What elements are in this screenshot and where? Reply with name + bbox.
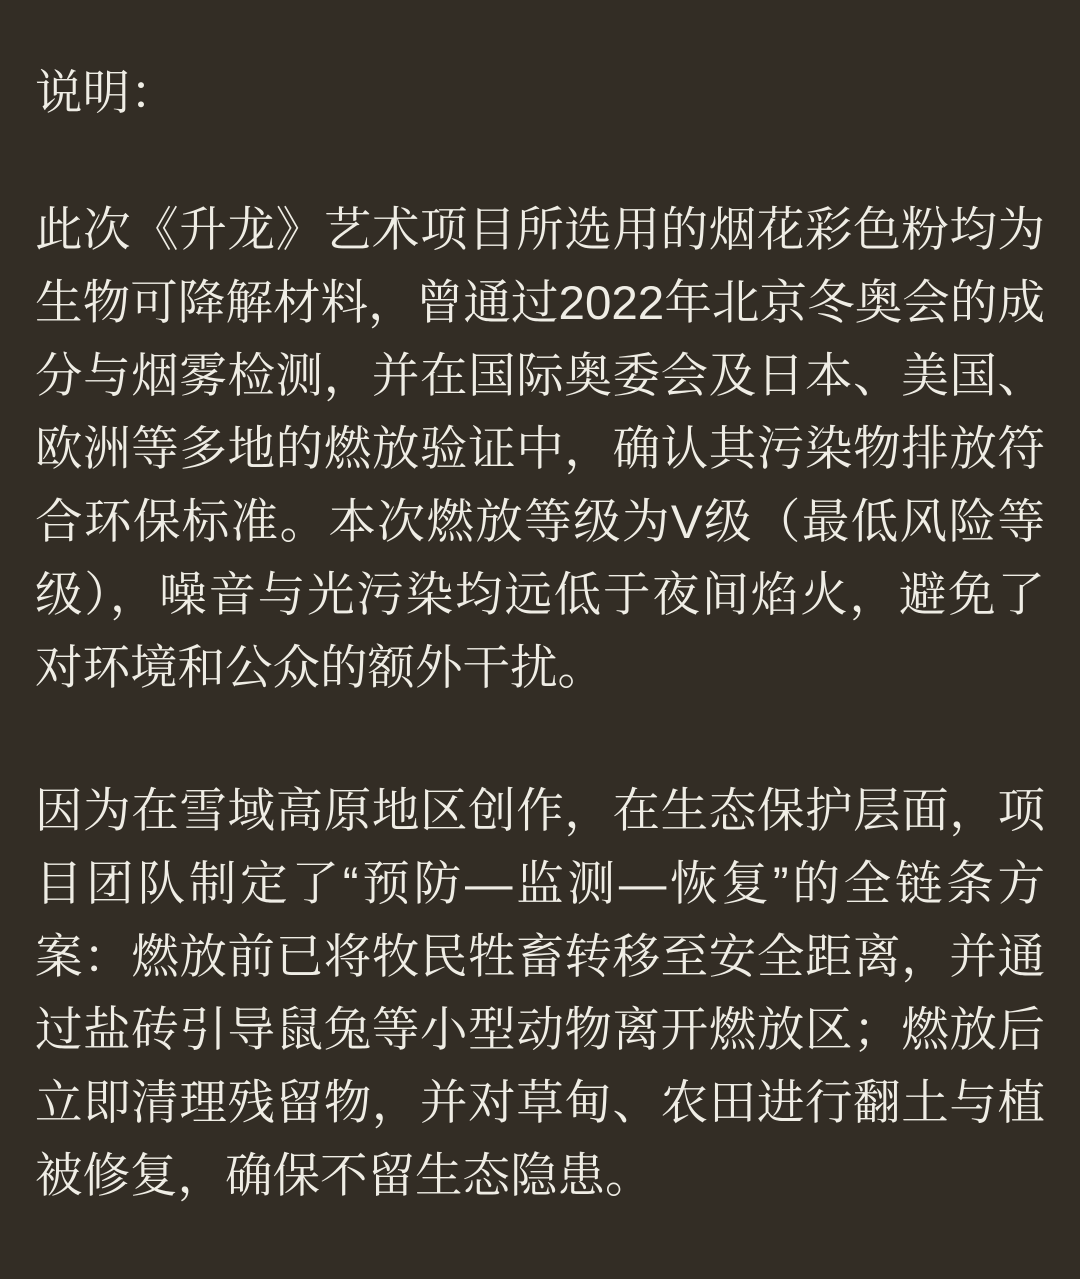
paragraph-environment-statement: 此次《升龙》艺术项目所选用的烟花彩色粉均为生物可降解材料，曾通过2022年北京冬奥会的成分与烟雾检测，并在国际奥委会及日本、美国、欧洲等多地的燃放验证中，确认其污染物排放符合环保标准。本次燃放等级为V级（最低风险等级），噪音与光污染均远低于夜间焰火，避免了对环境和公众的额外干扰。 <box>35 204 1045 695</box>
paragraph-ecological-protection: 因为在雪域高原地区创作，在生态保护层面，项目团队制定了“预防—监测—恢复”的全链条方案：燃放前已将牧民牲畜转移至安全距离，并通过盐砖引导鼠兔等小型动物离开燃放区；燃放后立即清理残留物，并对草甸、农田进行翻土与植被修复，确保不留生态隐患。 <box>35 785 1045 1203</box>
section-heading: 说明： <box>35 67 178 120</box>
